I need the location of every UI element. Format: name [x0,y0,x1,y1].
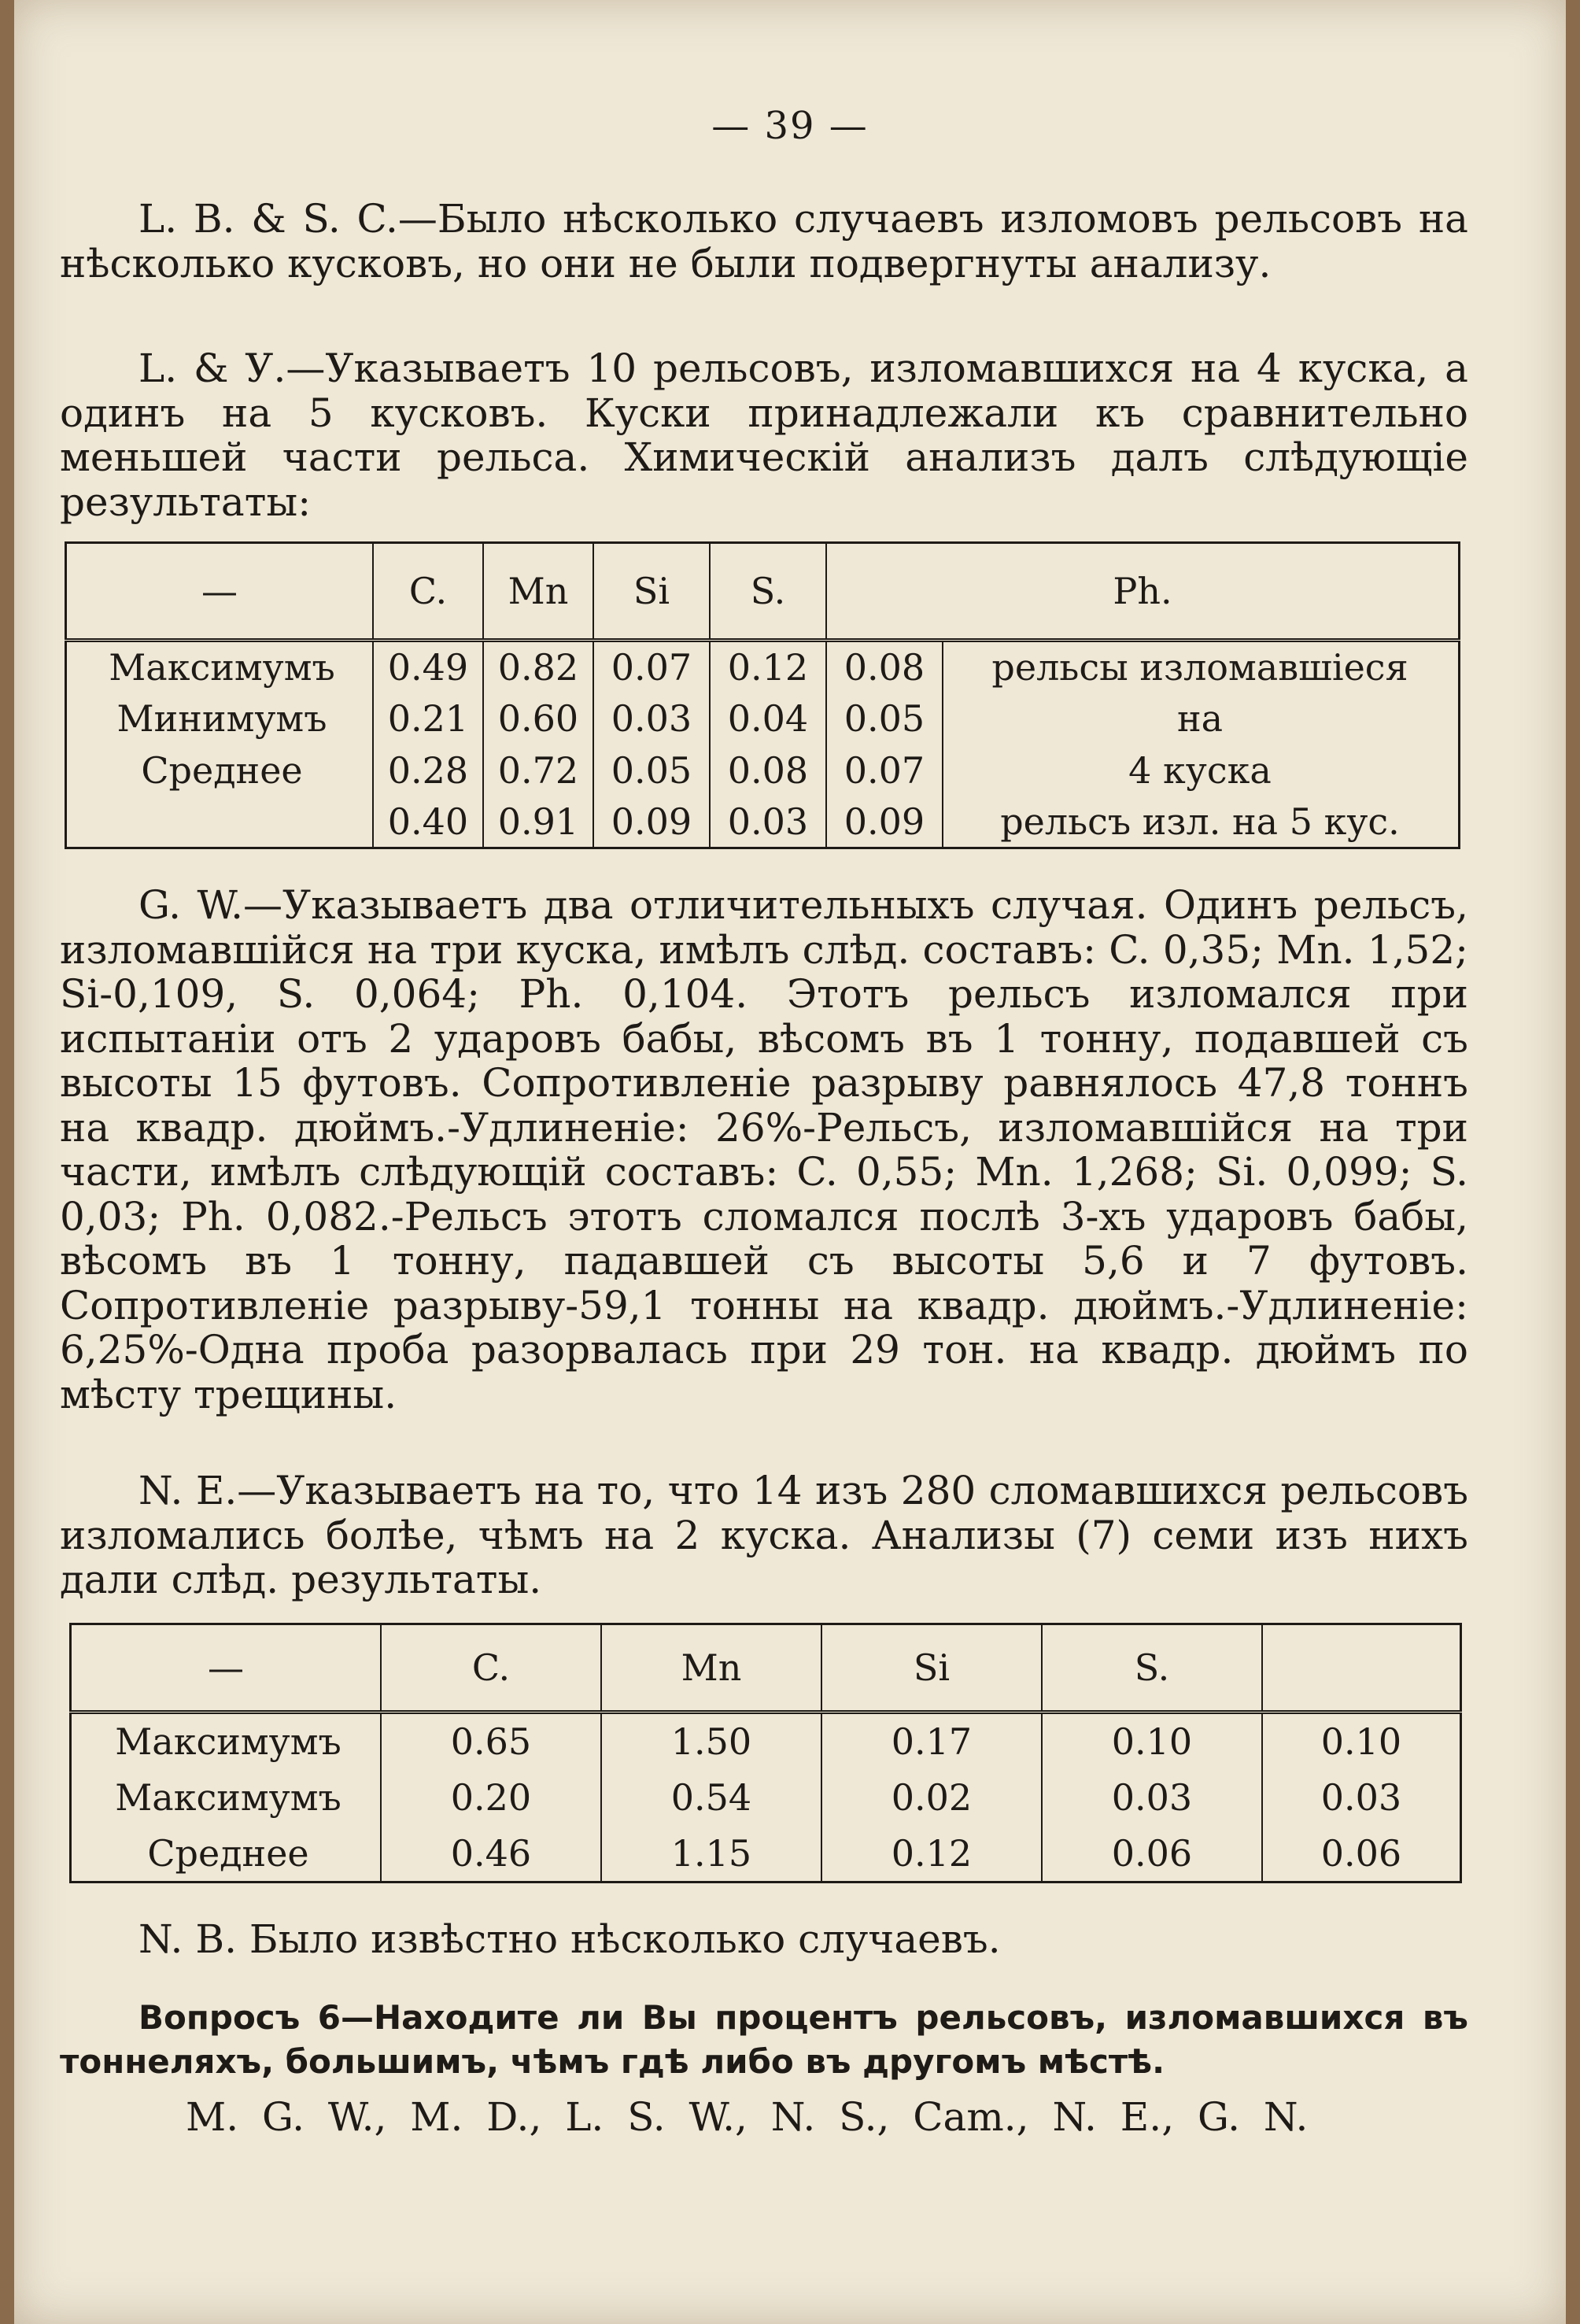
table-row [71,1769,1461,1826]
cell-ph: 0.09 [826,796,943,848]
row-note: рельсъ изл. на 5 кус. [943,796,1460,848]
cell-extra: 0.06 [1262,1826,1461,1882]
cell-si: 0.09 [593,796,710,848]
header-si: Si [593,543,710,641]
header-ph: Ph. [826,543,1460,641]
table-row [71,1713,1461,1769]
respondents-list: M. G. W., M. D., L. S. W., N. S., Cam., N. E., G. N. [186,2094,1309,2140]
cell-ph: 0.08 [826,641,943,693]
row-note: на [943,693,1460,744]
table-header-row [66,543,1460,641]
row-label: Максимумъ [115,1775,341,1819]
table-header-row [71,1624,1461,1713]
row-label: Максимумъ [109,645,335,689]
header-mn: Mn [601,1624,821,1713]
cell-c: 0.21 [373,693,483,744]
header-mn: Mn [483,543,593,641]
table-row [66,796,1460,848]
cell-mn: 1.50 [601,1713,821,1769]
book-page [14,0,1566,2324]
paragraph-ly: L. & У.—Указываетъ 10 рельсовъ, изломавшихся на 4 куска, а одинъ на 5 кусковъ. Куски принадлежали къ сравнительно меньшей части рельса. Химическій анализъ далъ слѣдующіе результаты: [60,345,1468,525]
table-row [66,641,1460,693]
page-number: — 39 — [711,104,869,148]
row-note: 4 куска [943,744,1460,796]
header-s: S. [710,543,826,641]
cell-s: 0.06 [1042,1826,1262,1882]
cell-ph: 0.05 [826,693,943,744]
cell-si: 0.12 [821,1826,1042,1882]
cell-si: 0.03 [593,693,710,744]
table-row [66,693,1460,744]
header-dash: — [66,543,374,641]
cell-si: 0.17 [821,1713,1042,1769]
cell-mn: 0.82 [483,641,593,693]
cell-s: 0.03 [710,796,826,848]
header-c: C. [381,1624,601,1713]
header-si: Si [821,1624,1042,1713]
cell-mn: 0.60 [483,693,593,744]
row-label [66,796,374,848]
header-c: C. [373,543,483,641]
analysis-table-1 [65,541,1460,849]
cell-mn: 1.15 [601,1826,821,1882]
cell-c: 0.40 [373,796,483,848]
table-row [66,744,1460,796]
cell-si: 0.07 [593,641,710,693]
paragraph-ne: N. E.—Указываетъ на то, что 14 изъ 280 сломавшихся рельсовъ изломались болѣе, чѣмъ на 2 куска. Анализы (7) семи изъ нихъ дали слѣд. результаты. [60,1468,1468,1602]
cell-mn: 0.54 [601,1769,821,1826]
cell-s: 0.12 [710,641,826,693]
cell-s: 0.08 [710,744,826,796]
question-heading: Вопросъ 6—Находите ли Вы процентъ рельсовъ, изломавшихся въ тоннеляхъ, большимъ, чѣмъ гдѣ либо въ другомъ мѣстѣ. [60,1998,1468,2081]
cell-c: 0.65 [381,1713,601,1769]
cell-si: 0.05 [593,744,710,796]
row-label: Максимумъ [115,1720,341,1763]
header-s: S. [1042,1624,1262,1713]
cell-mn: 0.91 [483,796,593,848]
row-label: Среднее [147,1831,309,1875]
cell-c: 0.28 [373,744,483,796]
cell-s: 0.03 [1042,1769,1262,1826]
cell-s: 0.04 [710,693,826,744]
cell-s: 0.10 [1042,1713,1262,1769]
header-blank [1262,1624,1461,1713]
paragraph-gw: G. W.—Указываетъ два отличительныхъ случая. Одинъ рельсъ, изломавшійся на три куска, имѣлъ слѣд. составъ: C. 0,35; Mn. 1,52; Si-0,109, S. 0,064; Ph. 0,104. Этотъ рельсъ изломался при испытаніи отъ 2 ударовъ бабы, вѣсомъ въ 1 тонну, подавшей съ высоты 15 футовъ. Сопротивленіе разрыву равнялось 47,8 тоннъ на квадр. дюймъ.-Удлиненіе: 26%-Рельсъ, изломавшійся на три части, имѣлъ слѣдующій составъ: C. 0,55; Mn. 1,268; Si. 0,099; S. 0,03; Ph. 0,082.-Рельсъ этотъ сломался послѣ 3-хъ ударовъ бабы, вѣсомъ въ 1 тонну, падавшей съ высоты 5,6 и 7 футовъ. Сопротивленіе разрыву-59,1 тонны на квадр. дюймъ.-Удлиненіе: 6,25%-Одна проба разорвалась при 29 тон. на квадр. дюймъ по мѣсту трещины. [60,882,1468,1417]
cell-extra: 0.03 [1262,1769,1461,1826]
row-label: Минимумъ [116,696,327,740]
cell-c: 0.49 [373,641,483,693]
table-row [71,1826,1461,1882]
paragraph-lbsc: L. B. & S. C.—Было нѣсколько случаевъ изломовъ рельсовъ на нѣсколько кусковъ, но они не были подвергнуты анализу. [60,196,1468,286]
cell-c: 0.46 [381,1826,601,1882]
analysis-table-2 [69,1623,1462,1883]
cell-extra: 0.10 [1262,1713,1461,1769]
cell-ph: 0.07 [826,744,943,796]
header-dash: — [71,1624,382,1713]
cell-mn: 0.72 [483,744,593,796]
cell-si: 0.02 [821,1769,1042,1826]
row-label: Среднее [141,748,303,792]
cell-c: 0.20 [381,1769,601,1826]
row-note: рельсы изломавшіеся [943,641,1460,693]
paragraph-nb: N. B. Было извѣстно нѣсколько случаевъ. [138,1916,1001,1962]
